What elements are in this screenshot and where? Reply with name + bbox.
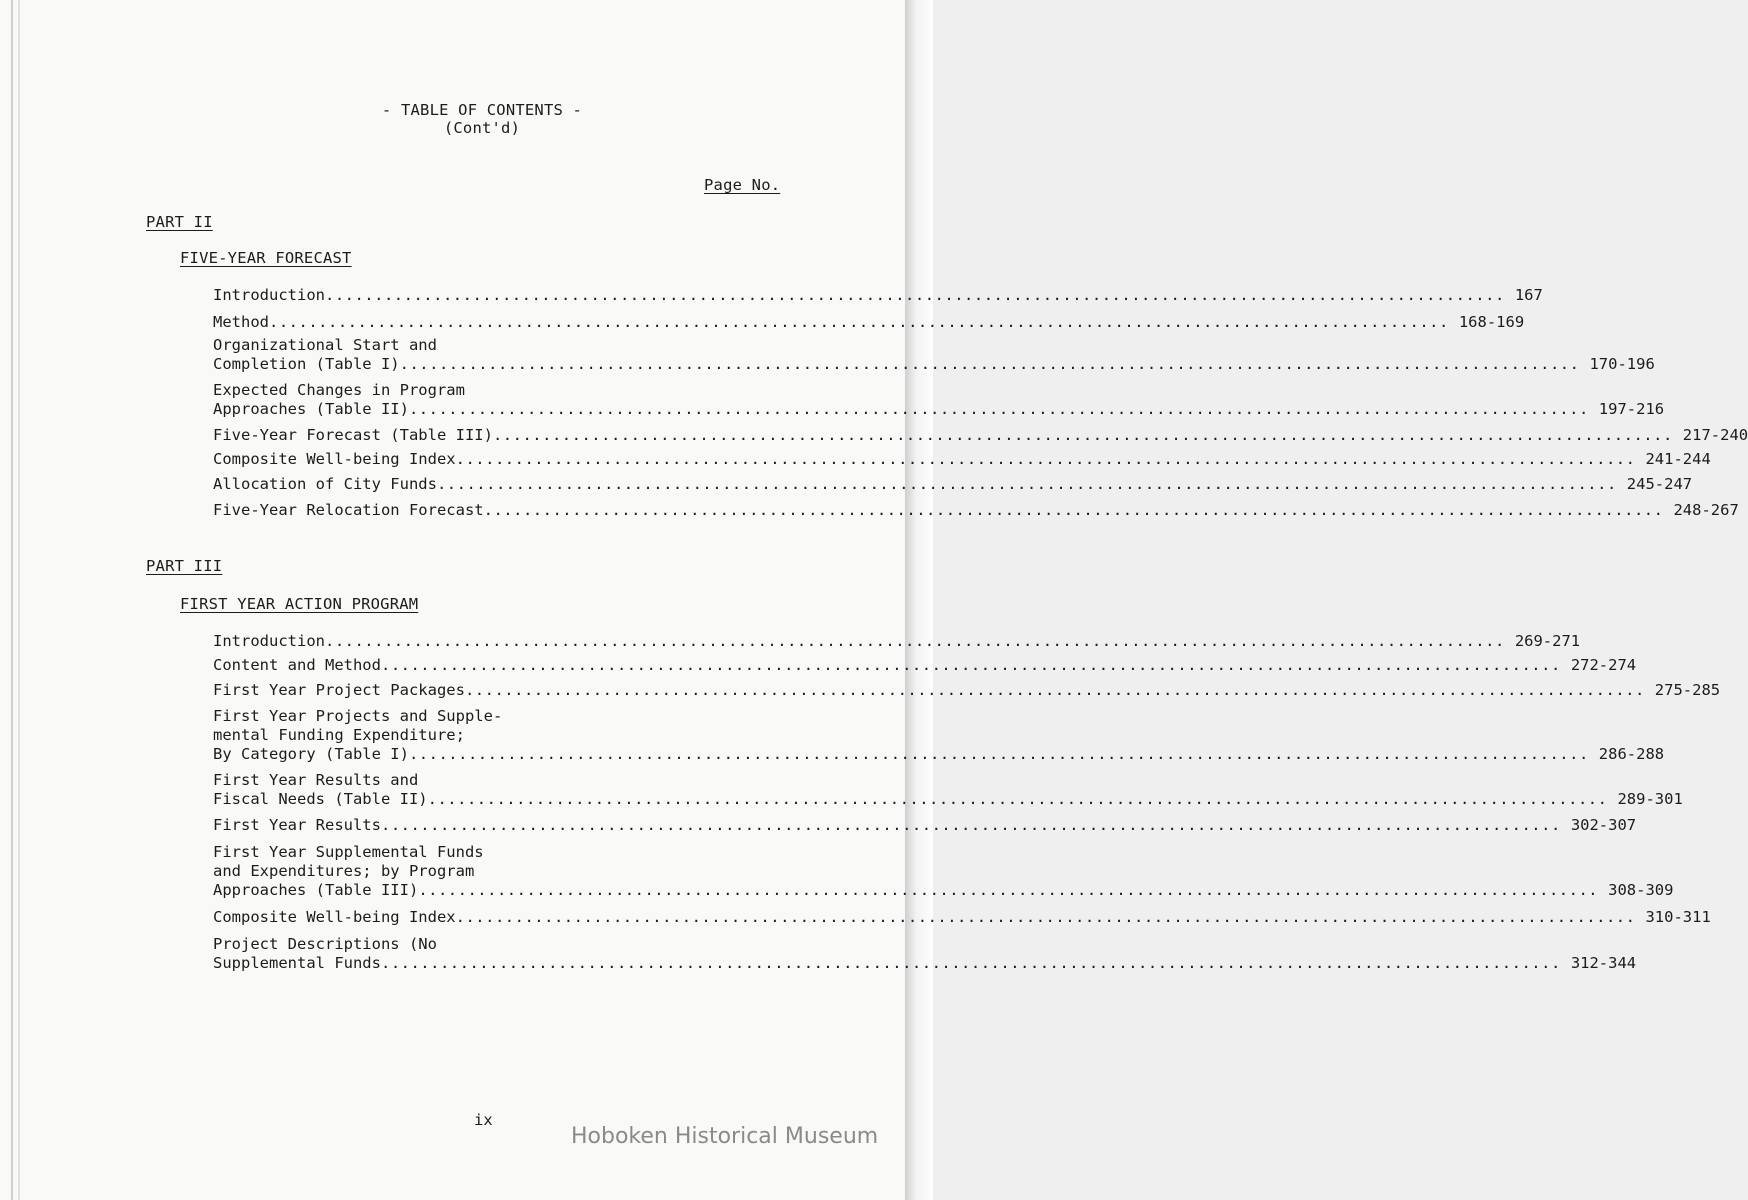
toc-entry [213,381,1665,419]
toc-entry [213,908,1711,927]
toc-entry-text: Allocation of City Funds [213,475,437,493]
toc-entry-text: Introduction [213,286,325,304]
museum-watermark: Hoboken Historical Museum [571,1124,879,1149]
page-stack-edge [18,0,20,1200]
toc-entry [213,771,1683,809]
dot-leader: ........................................................................................................................ [418,881,1599,899]
toc-entry-text: Composite Well-being Index [213,450,456,468]
toc-entry-text: First Year Results [213,816,381,834]
toc-entry [213,843,1674,900]
dot-leader: ........................................................................................................................ [492,426,1673,444]
page-folio: ix [474,1111,493,1129]
toc-entry-text: Project Descriptions (No [213,935,437,953]
toc-entry [213,656,1637,675]
dot-leader: ........................................................................................................................ [380,816,1561,834]
page-stack-edge [11,0,13,1200]
toc-entry-text: Content and Method [213,656,381,674]
toc-entry [213,450,1711,469]
toc-entry-text: Composite Well-being Index [213,908,456,926]
toc-entry [213,426,1748,445]
toc-entry [213,816,1637,835]
toc-entry-text: Five-Year Forecast (Table III) [213,426,493,444]
toc-entry-text: First Year Results and [213,771,419,789]
toc-page-number: 289-301 [1617,790,1683,808]
dot-leader: ........................................................................................................................ [399,355,1580,373]
toc-page-number: 308-309 [1608,881,1674,899]
page-no-heading: Page No. [704,176,781,194]
dot-leader: ........................................................................................................................ [464,681,1645,699]
dot-leader: ........................................................................................................................ [427,790,1608,808]
toc-page-number: 168-169 [1458,313,1525,331]
toc-entry-text: mental Funding Expenditure; [213,726,465,744]
dot-leader: ........................................................................................................................ [408,400,1589,418]
toc-entry-text: Completion (Table I) [213,355,400,373]
toc-entry-text: Organizational Start and [213,336,437,354]
toc-page-number: 286-288 [1598,745,1665,763]
toc-entry-text: By Category (Table I) [213,745,409,763]
toc-page-number: 272-274 [1570,656,1637,674]
toc-page-number: 275-285 [1654,681,1721,699]
toc-entry-text: First Year Supplemental Funds [213,843,484,861]
five-year-forecast-heading: FIVE-YEAR FORECAST [180,249,352,267]
part-ii-heading: PART II [146,213,213,231]
dot-leader: ........................................................................................................................ [436,475,1617,493]
dot-leader: ........................................................................................................................ [324,286,1505,304]
toc-page-number: 248-267 [1673,501,1739,519]
toc-entry-text: First Year Project Packages [213,681,465,699]
toc-entry [213,707,1665,764]
toc-entry-text: Approaches (Table III) [213,881,419,899]
toc-entry-text: Five-Year Relocation Forecast [213,501,484,519]
toc-subtitle: (Cont'd) [443,119,521,137]
dot-leader: ........................................................................................................................ [269,313,1449,331]
toc-entry [213,501,1739,520]
dot-leader: ........................................................................................................................ [380,954,1561,972]
toc-entry [213,681,1721,700]
toc-entry-text: Approaches (Table II) [213,400,409,418]
dot-leader: ........................................................................................................................ [380,656,1561,674]
dot-leader: ........................................................................................................................ [455,908,1636,926]
toc-entry [213,313,1525,332]
toc-entry-text: First Year Projects and Supple- [213,707,503,725]
toc-page-number: 312-344 [1570,954,1637,972]
toc-page-number: 217-240 [1682,426,1748,444]
toc-entry [213,935,1637,973]
toc-entry-text: Supplemental Funds [213,954,381,972]
dot-leader: ........................................................................................................................ [455,450,1636,468]
toc-page-number: 245-247 [1626,475,1693,493]
toc-page-number: 310-311 [1645,908,1711,926]
toc-page-number: 302-307 [1570,816,1637,834]
toc-entry [213,632,1581,651]
toc-entry-text: Method [213,313,269,331]
toc-title: - TABLE OF CONTENTS - [381,101,583,119]
part-iii-heading: PART III [146,557,223,575]
toc-entry [213,475,1693,494]
toc-entry-text: Introduction [213,632,325,650]
toc-entry-text: Expected Changes in Program [213,381,465,399]
toc-page-number: 241-244 [1645,450,1711,468]
toc-page-number: 167 [1514,286,1543,304]
dot-leader: ........................................................................................................................ [324,632,1505,650]
toc-page-number: 269-271 [1514,632,1581,650]
page-binding-edge [905,0,933,1200]
dot-leader: ........................................................................................................................ [483,501,1664,519]
toc-entry [213,286,1543,305]
toc-entry-text: Fiscal Needs (Table II) [213,790,428,808]
dot-leader: ........................................................................................................................ [408,745,1589,763]
toc-page-number: 197-216 [1598,400,1665,418]
toc-page-number: 170-196 [1589,355,1655,373]
first-year-action-program-heading: FIRST YEAR ACTION PROGRAM [180,595,419,613]
toc-entry [213,336,1655,374]
toc-entry-text: and Expenditures; by Program [213,862,475,880]
